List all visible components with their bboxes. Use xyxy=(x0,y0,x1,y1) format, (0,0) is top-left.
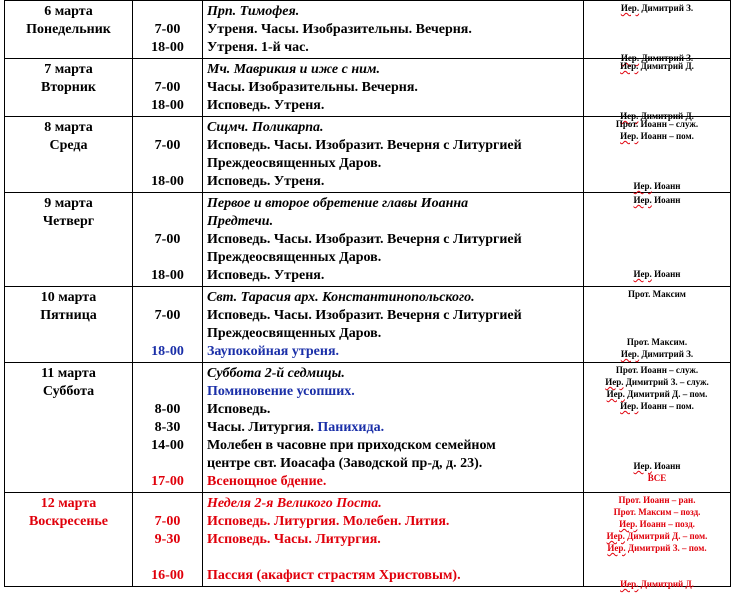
clergy-name: Иоанн xyxy=(651,461,681,471)
service-text: Исповедь. Литургия. Молебен. Лития. xyxy=(207,514,450,529)
service-time: 18-00 xyxy=(151,174,184,189)
day-row xyxy=(5,493,731,587)
service-time: 7-00 xyxy=(154,138,181,153)
time-cell xyxy=(133,493,203,587)
service-time: 18-00 xyxy=(151,344,184,359)
clergy-name: Димитрий З. xyxy=(639,3,694,13)
clergy-cell xyxy=(584,493,731,587)
clergy-entry xyxy=(584,461,730,471)
day-date: 8 марта xyxy=(44,120,93,135)
service-line xyxy=(207,39,583,57)
service-time: 18-00 xyxy=(151,98,184,113)
service-text: Исповедь. Часы. Изобразит. Вечерня с Литургией xyxy=(207,138,522,153)
clergy-entry xyxy=(584,349,730,359)
clergy-name: Иоанн xyxy=(651,269,681,279)
time-cell xyxy=(133,1,203,59)
day-date: 9 марта xyxy=(44,196,93,211)
clergy-name: Димитрий Д. xyxy=(638,61,694,71)
feast-title xyxy=(207,61,583,79)
service-text: Суббота 2-й седмицы. xyxy=(207,366,345,381)
clergy-rank: Иер. xyxy=(620,61,639,71)
clergy-cell xyxy=(584,117,731,193)
service-text: Исповедь. Утреня. xyxy=(207,98,325,113)
service-text: Утреня. 1-й час. xyxy=(207,40,309,55)
clergy-name: Димитрий Д. xyxy=(638,579,694,589)
service-time: 7-00 xyxy=(154,232,181,247)
service-line xyxy=(207,473,583,491)
service-line xyxy=(207,401,583,419)
service-time xyxy=(133,289,202,307)
clergy-name: Иоанн – служ. xyxy=(638,365,699,375)
service-time xyxy=(133,325,202,343)
clergy-name: Иоанн xyxy=(651,195,681,205)
clergy-rank: Иер. xyxy=(607,543,626,553)
service-text: Утреня. Часы. Изобразительны. Вечерня. xyxy=(207,22,472,37)
service-line xyxy=(207,567,583,585)
service-cell xyxy=(203,193,584,287)
clergy-rank: Иер. xyxy=(633,195,652,205)
day-cell xyxy=(5,287,133,363)
clergy-name: Димитрий З. – пом. xyxy=(625,543,707,553)
clergy-entry xyxy=(584,365,730,375)
service-time: 7-00 xyxy=(154,22,181,37)
clergy-rank: Прот. xyxy=(615,119,639,129)
clergy-rank: Иер. xyxy=(633,181,652,191)
service-line xyxy=(207,455,583,473)
day-date: 10 марта xyxy=(40,290,97,305)
clergy-entry xyxy=(584,119,730,129)
service-time: 7-00 xyxy=(154,80,181,95)
clergy-entry xyxy=(584,495,730,505)
feast-title xyxy=(207,3,583,21)
service-time: 7-00 xyxy=(154,308,181,323)
day-row xyxy=(5,59,731,117)
service-time xyxy=(133,549,202,567)
day-row xyxy=(5,117,731,193)
service-line xyxy=(207,419,583,437)
service-line xyxy=(207,155,583,173)
clergy-entry: ВСЕ xyxy=(647,473,667,483)
service-line xyxy=(207,173,583,191)
service-text: Поминовение усопших. xyxy=(207,384,355,399)
service-time xyxy=(133,455,202,473)
service-line xyxy=(207,231,583,249)
service-text: Исповедь. Часы. Изобразит. Вечерня с Литургией xyxy=(207,308,522,323)
service-cell xyxy=(203,363,584,493)
day-weekday: Воскресенье xyxy=(28,513,109,529)
clergy-entry xyxy=(584,269,730,279)
clergy-rank: Прот. xyxy=(618,495,641,505)
clergy-rank: Иер. xyxy=(605,377,624,387)
clergy-entry xyxy=(584,507,730,517)
clergy-name: Димитрий Д. – пом. xyxy=(624,531,708,541)
feast-title xyxy=(207,213,583,231)
clergy-rank: Иер. xyxy=(619,519,638,529)
clergy-rank: Иер. xyxy=(620,111,639,121)
day-row xyxy=(5,363,731,493)
service-text: Всенощное бдение. xyxy=(207,474,327,489)
clergy-rank: Иер. xyxy=(633,269,652,279)
day-row xyxy=(5,287,731,363)
service-time xyxy=(133,119,202,137)
service-time: 17-00 xyxy=(151,474,184,489)
clergy-name: Димитрий З. – служ. xyxy=(623,377,709,387)
day-row xyxy=(5,1,731,59)
clergy-cell xyxy=(584,1,731,63)
time-cell xyxy=(133,193,203,287)
service-time xyxy=(133,213,202,231)
service-text: Сщмч. Поликарпа. xyxy=(207,120,324,135)
service-time xyxy=(133,155,202,173)
service-time: 18-00 xyxy=(151,268,184,283)
clergy-cell xyxy=(584,193,731,287)
service-text: Исповедь. xyxy=(207,402,271,417)
clergy-entry xyxy=(584,61,730,71)
service-text: Преждеосвященных Даров. xyxy=(207,326,382,341)
service-time: 7-00 xyxy=(154,514,181,529)
clergy-rank: Иер. xyxy=(620,3,640,13)
service-text: Мч. Маврикия и иже с ним. xyxy=(207,62,380,77)
service-line xyxy=(207,137,583,155)
service-text: Часы. Литургия. xyxy=(207,420,318,435)
service-line xyxy=(207,437,583,455)
service-line xyxy=(207,343,583,361)
service-extra: Панихида. xyxy=(317,420,385,435)
clergy-entry xyxy=(584,389,730,399)
service-text: Свт. Тарасия арх. Константинопольского. xyxy=(207,290,475,305)
service-time xyxy=(133,249,202,267)
clergy-name: Иоанн – позд. xyxy=(637,519,695,529)
clergy-entry xyxy=(584,289,730,299)
clergy-entry xyxy=(584,519,730,529)
service-text: Преждеосвященных Даров. xyxy=(207,156,382,171)
service-line xyxy=(207,325,583,343)
service-text: Исповедь. Часы. Литургия. xyxy=(207,532,381,547)
feast-title xyxy=(207,119,583,137)
feast-title xyxy=(207,289,583,307)
service-text: Заупокойная утреня. xyxy=(207,344,340,359)
service-time: 9-30 xyxy=(154,532,181,547)
service-cell xyxy=(203,117,584,193)
service-text: центре свт. Иоасафа (Заводской пр-д, д. 23). xyxy=(207,456,483,471)
service-cell xyxy=(203,493,584,587)
service-time: 8-00 xyxy=(154,402,181,417)
day-weekday: Четверг xyxy=(42,213,95,229)
service-text: Исповедь. Часы. Изобразит. Вечерня с Литургией xyxy=(207,232,522,247)
clergy-name: Иоанн – пом. xyxy=(638,401,694,411)
clergy-name: Иоанн xyxy=(651,181,681,191)
clergy-rank: Иер. xyxy=(620,53,640,63)
clergy-entry xyxy=(584,531,730,541)
clergy-cell xyxy=(584,59,731,121)
service-text: Исповедь. Утреня. xyxy=(207,268,325,283)
service-text: Пассия (акафист страстям Христовым). xyxy=(207,568,461,583)
feast-title xyxy=(207,365,583,383)
service-text: Прп. Тимофея. xyxy=(207,4,300,19)
service-line xyxy=(207,267,583,285)
service-time xyxy=(133,495,202,513)
clergy-rank: Прот. xyxy=(628,289,651,299)
clergy-entry xyxy=(584,131,730,141)
day-cell xyxy=(5,117,133,193)
clergy-entry xyxy=(584,401,730,411)
clergy-entry xyxy=(584,337,730,347)
service-line xyxy=(207,383,583,401)
day-date: 12 марта xyxy=(40,496,97,511)
clergy-entry xyxy=(584,181,730,191)
clergy-rank: Прот. xyxy=(613,507,636,517)
service-text: Часы. Изобразительны. Вечерня. xyxy=(207,80,418,95)
time-cell xyxy=(133,117,203,193)
service-time: 8-30 xyxy=(154,420,181,435)
day-weekday: Понедельник xyxy=(26,21,111,37)
clergy-rank: Прот. xyxy=(626,337,650,347)
schedule-body xyxy=(5,1,731,587)
clergy-name: Димитрий З. xyxy=(639,53,694,63)
clergy-rank: Иер. xyxy=(633,461,652,471)
service-time xyxy=(133,61,202,79)
clergy-cell xyxy=(584,363,731,493)
time-cell xyxy=(133,287,203,363)
clergy-entry xyxy=(584,3,730,13)
clergy-rank: Прот. xyxy=(615,365,639,375)
day-weekday: Среда xyxy=(49,137,88,153)
service-cell xyxy=(203,59,584,117)
clergy-name: Иоанн – пом. xyxy=(638,131,694,141)
service-cell xyxy=(203,1,584,59)
service-text: Неделя 2-я Великого Поста. xyxy=(207,496,382,511)
day-cell xyxy=(5,193,133,287)
day-date: 7 марта xyxy=(44,62,93,77)
clergy-rank: Иер. xyxy=(606,531,625,541)
service-line xyxy=(207,21,583,39)
clergy-name: Максим – позд. xyxy=(635,507,701,517)
clergy-name: Иоанн – ран. xyxy=(640,495,696,505)
service-line xyxy=(207,307,583,325)
clergy-name: Димитрий Д. xyxy=(638,111,694,121)
day-cell xyxy=(5,59,133,117)
clergy-rank: Иер. xyxy=(620,579,639,589)
day-weekday: Вторник xyxy=(40,79,96,95)
day-date: 11 марта xyxy=(41,366,96,381)
service-time xyxy=(133,365,202,383)
clergy-entry xyxy=(584,579,730,589)
clergy-cell xyxy=(584,287,731,363)
day-weekday: Суббота xyxy=(42,383,95,399)
service-time xyxy=(133,195,202,213)
day-cell xyxy=(5,493,133,587)
day-weekday: Пятница xyxy=(40,307,97,323)
schedule-table xyxy=(4,0,731,587)
clergy-rank: Иер. xyxy=(620,401,639,411)
clergy-entry xyxy=(584,377,730,387)
feast-title xyxy=(207,195,583,213)
service-time xyxy=(133,383,202,401)
service-line xyxy=(207,249,583,267)
clergy-rank: Иер. xyxy=(606,389,625,399)
service-line xyxy=(207,97,583,115)
feast-title xyxy=(207,495,583,513)
service-time: 16-00 xyxy=(151,568,184,583)
service-line xyxy=(207,549,583,567)
service-text: Преждеосвященных Даров. xyxy=(207,250,382,265)
service-time: 18-00 xyxy=(151,40,184,55)
clergy-entry xyxy=(584,543,730,553)
day-row xyxy=(5,193,731,287)
service-time: 14-00 xyxy=(151,438,184,453)
day-cell xyxy=(5,363,133,493)
service-text: Первое и второе обретение главы Иоанна xyxy=(207,196,469,211)
clergy-name: Иоанн – служ. xyxy=(638,119,699,129)
clergy-name: Димитрий Д. – пом. xyxy=(624,389,708,399)
clergy-name: Димитрий З. xyxy=(639,349,694,359)
day-cell xyxy=(5,1,133,59)
service-cell xyxy=(203,287,584,363)
time-cell xyxy=(133,59,203,117)
service-line xyxy=(207,531,583,549)
service-text: Исповедь. Утреня. xyxy=(207,174,325,189)
service-text: Предтечи. xyxy=(207,214,274,229)
time-cell xyxy=(133,363,203,493)
service-line xyxy=(207,513,583,531)
clergy-name: Максим xyxy=(650,289,686,299)
day-date: 6 марта xyxy=(44,4,93,19)
clergy-rank: Иер. xyxy=(620,349,640,359)
service-line xyxy=(207,79,583,97)
clergy-rank: Иер. xyxy=(620,131,639,141)
clergy-name: Максим. xyxy=(649,337,688,347)
service-time xyxy=(133,3,202,21)
clergy-entry xyxy=(584,195,730,205)
service-text: Молебен в часовне при приходском семейном xyxy=(207,438,496,453)
